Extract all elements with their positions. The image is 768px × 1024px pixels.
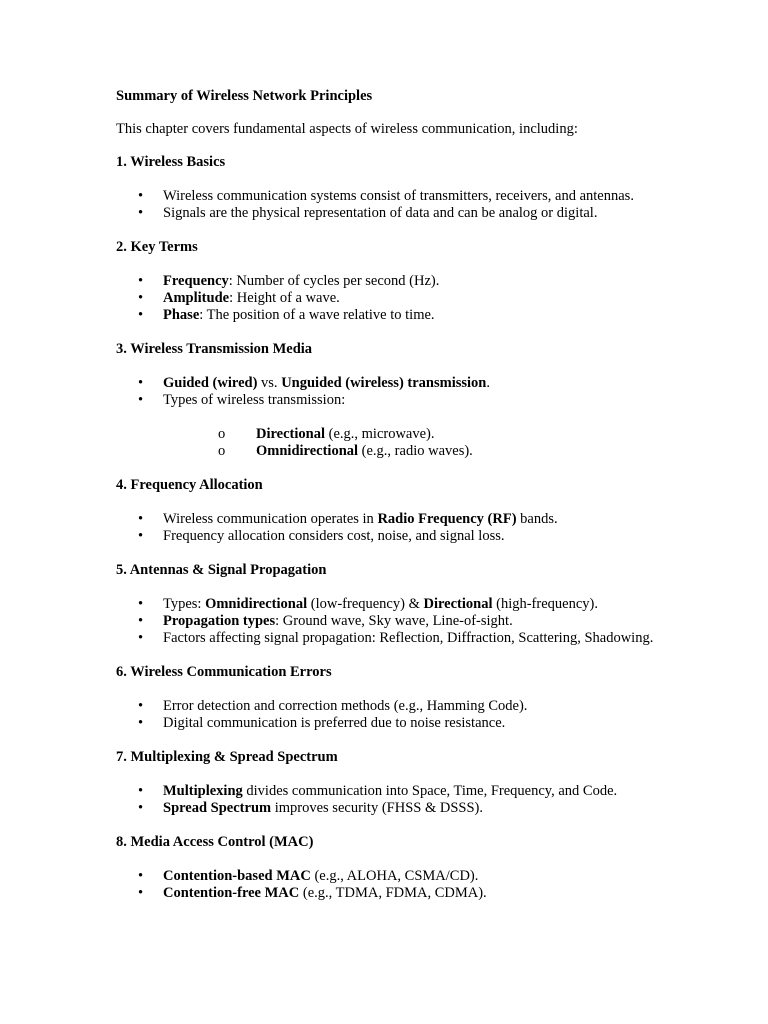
bold-term: Directional bbox=[423, 596, 493, 612]
list-item bbox=[116, 392, 676, 460]
list-item bbox=[116, 715, 676, 732]
item-text: (e.g., ALOHA, CSMA/CD). bbox=[310, 868, 479, 884]
bold-term: Omnidirectional bbox=[205, 596, 308, 612]
list-item bbox=[116, 630, 676, 647]
list-item bbox=[116, 613, 676, 630]
bullet-icon: • bbox=[138, 375, 144, 391]
list-item bbox=[116, 273, 676, 290]
list-item bbox=[116, 698, 676, 715]
item-text: . bbox=[486, 375, 490, 391]
bullet-icon: • bbox=[138, 528, 144, 544]
bullet-icon: • bbox=[138, 596, 144, 612]
bullet-icon: • bbox=[138, 715, 144, 731]
bold-term: Propagation types bbox=[163, 613, 276, 629]
bold-term: Radio Frequency (RF) bbox=[377, 511, 517, 527]
bullet-icon: • bbox=[138, 868, 144, 884]
bullet-icon: • bbox=[138, 511, 144, 527]
circle-bullet-icon: o bbox=[218, 426, 226, 442]
bold-term: Phase bbox=[163, 307, 200, 323]
item-text: Error detection and correction methods (e.g., Hamming Code). bbox=[163, 698, 528, 714]
sub-list-item bbox=[163, 426, 676, 443]
item-text: Signals are the physical representation of data and can be analog or digital. bbox=[163, 205, 598, 221]
list-item bbox=[116, 596, 676, 613]
bold-term: Spread Spectrum bbox=[163, 800, 272, 816]
item-text: divides communication into Space, Time, Frequency, and Code. bbox=[242, 783, 618, 799]
item-text: (e.g., microwave). bbox=[325, 426, 435, 442]
item-text: Types: bbox=[163, 596, 206, 612]
section-heading: 1. Wireless Basics bbox=[116, 154, 226, 170]
bold-term: Omnidirectional bbox=[256, 443, 359, 459]
bold-term: Guided (wired) bbox=[163, 375, 258, 391]
bullet-icon: • bbox=[138, 783, 144, 799]
list-item bbox=[116, 188, 676, 205]
section-heading: 2. Key Terms bbox=[116, 239, 198, 255]
item-text: Wireless communication operates in bbox=[163, 511, 378, 527]
item-text: improves security (FHSS & DSSS). bbox=[271, 800, 483, 816]
sub-list bbox=[163, 426, 676, 460]
section-heading: 5. Antennas & Signal Propagation bbox=[116, 562, 327, 578]
list-item bbox=[116, 290, 676, 307]
bullet-list bbox=[116, 783, 676, 817]
item-text: : Ground wave, Sky wave, Line-of-sight. bbox=[275, 613, 513, 629]
section-heading: 3. Wireless Transmission Media bbox=[116, 341, 313, 357]
list-item bbox=[116, 783, 676, 800]
bullet-icon: • bbox=[138, 698, 144, 714]
section-heading: 7. Multiplexing & Spread Spectrum bbox=[116, 749, 338, 765]
circle-bullet-icon: o bbox=[218, 443, 226, 459]
bullet-icon: • bbox=[138, 392, 144, 408]
sub-list-item bbox=[163, 443, 676, 460]
list-item bbox=[116, 800, 676, 817]
item-text: Factors affecting signal propagation: Reflection, Diffraction, Scattering, Shadowing. bbox=[163, 630, 654, 646]
bullet-list bbox=[116, 868, 676, 902]
list-item bbox=[116, 868, 676, 885]
document-sections bbox=[116, 154, 676, 902]
bullet-icon: • bbox=[138, 188, 144, 204]
document-intro: This chapter covers fundamental aspects of wireless communication, including: bbox=[116, 121, 578, 137]
item-text: Types of wireless transmission: bbox=[163, 392, 346, 408]
bullet-icon: • bbox=[138, 290, 144, 306]
bullet-icon: • bbox=[138, 205, 144, 221]
section-heading: 4. Frequency Allocation bbox=[116, 477, 263, 493]
document-title: Summary of Wireless Network Principles bbox=[116, 88, 373, 104]
bullet-icon: • bbox=[138, 273, 144, 289]
list-item bbox=[116, 511, 676, 528]
bullet-list bbox=[116, 698, 676, 732]
list-item bbox=[116, 885, 676, 902]
item-text: Wireless communication systems consist of transmitters, receivers, and antennas. bbox=[163, 188, 634, 204]
item-text: vs. bbox=[257, 375, 282, 391]
bullet-icon: • bbox=[138, 307, 144, 323]
section-heading: 8. Media Access Control (MAC) bbox=[116, 834, 314, 850]
bold-term: Frequency bbox=[163, 273, 229, 289]
list-item bbox=[116, 205, 676, 222]
bold-term: Directional bbox=[256, 426, 325, 442]
list-item bbox=[116, 528, 676, 545]
item-text: (high-frequency). bbox=[492, 596, 598, 612]
document-page bbox=[116, 88, 676, 919]
bullet-icon: • bbox=[138, 613, 144, 629]
bullet-list bbox=[116, 511, 676, 545]
bold-term: Contention-based MAC bbox=[163, 868, 311, 884]
bullet-list bbox=[116, 188, 676, 222]
item-text: Digital communication is preferred due to noise resistance. bbox=[163, 715, 506, 731]
item-text: : Height of a wave. bbox=[229, 290, 340, 306]
item-text: (e.g., radio waves). bbox=[358, 443, 473, 459]
list-item bbox=[116, 307, 676, 324]
bold-term: Multiplexing bbox=[163, 783, 243, 799]
item-text: (e.g., TDMA, FDMA, CDMA). bbox=[299, 885, 487, 901]
bullet-icon: • bbox=[138, 885, 144, 901]
bullet-icon: • bbox=[138, 800, 144, 816]
bold-term: Contention-free MAC bbox=[163, 885, 300, 901]
section-heading: 6. Wireless Communication Errors bbox=[116, 664, 332, 680]
bullet-icon: • bbox=[138, 630, 144, 646]
bullet-list bbox=[116, 375, 676, 460]
list-item bbox=[116, 375, 676, 392]
item-text: bands. bbox=[516, 511, 558, 527]
item-text: Frequency allocation considers cost, noise, and signal loss. bbox=[163, 528, 505, 544]
item-text: : The position of a wave relative to time. bbox=[199, 307, 435, 323]
bold-term: Unguided (wireless) transmission bbox=[281, 375, 487, 391]
bullet-list bbox=[116, 596, 676, 647]
bold-term: Amplitude bbox=[163, 290, 230, 306]
item-text: : Number of cycles per second (Hz). bbox=[228, 273, 440, 289]
item-text: (low-frequency) & bbox=[307, 596, 424, 612]
bullet-list bbox=[116, 273, 676, 324]
